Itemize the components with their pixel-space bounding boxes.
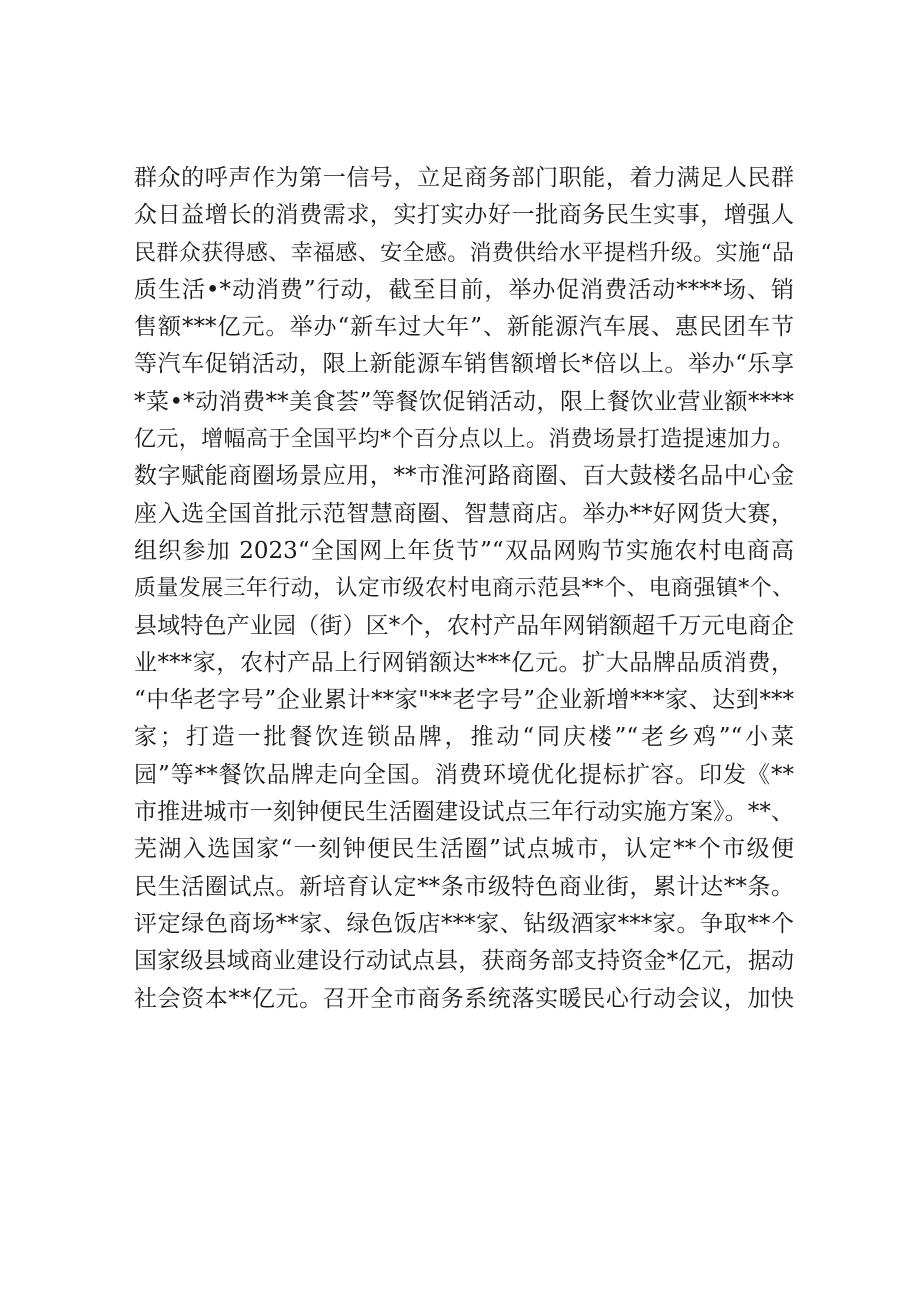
- text-line: 座入选全国首批示范智慧商圈、智慧商店。举办**好网货大赛，: [134, 500, 794, 527]
- text-line: 园”等**餐饮品牌走向全国。消费环境优化提标扩容。印发《**: [134, 761, 794, 788]
- text-line: 市推进城市一刻钟便民生活圈建设试点三年行动实施方案》。**、: [134, 799, 794, 826]
- text-line: 众日益增长的消费需求，实打实办好一批商务民生实事，增强人: [134, 202, 794, 229]
- text-line: 组织参加 2023“全国网上年货节”“双品网购节实施农村电商高: [134, 537, 794, 564]
- text-line: “中华老字号”企业累计**家"**老字号”企业新增***家、达到***: [134, 687, 794, 714]
- text-line: 评定绿色商场**家、绿色饭店***家、钻级酒家***家。争取**个: [134, 910, 794, 937]
- text-line: 业***家，农村产品上行网销额达***亿元。扩大品牌品质消费，: [134, 649, 794, 676]
- text-line: 社会资本**亿元。召开全市商务系统落实暖民心行动会议，加快: [134, 985, 794, 1012]
- text-line: 民生活圈试点。新培育认定**条市级特色商业街，累计达**条。: [134, 873, 794, 900]
- text-line: 等汽车促销活动，限上新能源车销售额增长*倍以上。举办“乐享: [134, 351, 794, 378]
- text-line: 质量发展三年行动，认定市级农村电商示范县**个、电商强镇*个、: [134, 576, 794, 602]
- text-line: 数字赋能商圈场景应用，**市淮河路商圈、百大鼓楼名品中心金: [134, 463, 794, 490]
- text-line: 群众的呼声作为第一信号，立足商务部门职能，着力满足人民群: [134, 165, 794, 191]
- text-line: 民群众获得感、幸福感、安全感。消费供给水平提档升级。实施“品: [134, 240, 794, 266]
- body-text: [134, 160, 794, 1018]
- text-line: 质生活•*动消费”行动，截至目前，举办促消费活动****场、销: [134, 276, 794, 303]
- text-line: *菜•*动消费**美食荟”等餐饮促销活动，限上餐饮业营业额****: [134, 388, 794, 415]
- text-line: 芜湖入选国家“一刻钟便民生活圈”试点城市，认定**个市级便: [134, 836, 794, 863]
- text-line: 国家级县域商业建设行动试点县，获商务部支持资金*亿元，据动: [134, 948, 794, 975]
- text-line: 家；打造一批餐饮连锁品牌，推动“同庆楼”“老乡鸡”“小菜: [134, 724, 794, 751]
- text-line: 售额***亿元。举办“新车过大年”、新能源汽车展、惠民团车节: [134, 314, 794, 341]
- text-line: 亿元，增幅高于全国平均*个百分点以上。消费场景打造提速加力。: [134, 427, 794, 453]
- text-line: 县域特色产业园（街）区*个，农村产品年网销额超千万元电商企: [134, 612, 794, 639]
